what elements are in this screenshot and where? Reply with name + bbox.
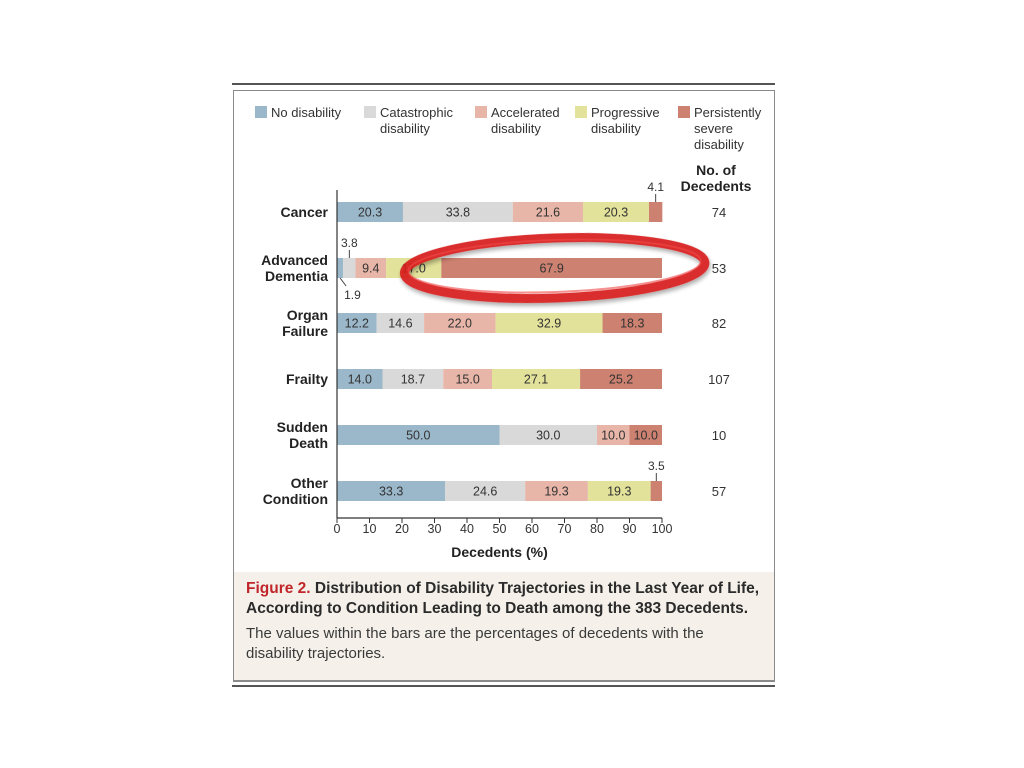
legend-label: Progressive xyxy=(591,105,660,120)
callout-value-label: 1.9 xyxy=(344,288,361,302)
bar-segment xyxy=(343,258,355,278)
legend-label: disability xyxy=(591,121,641,136)
legend-label: severe xyxy=(694,121,734,136)
category-label: Other xyxy=(290,475,328,491)
bar-value-label: 15.0 xyxy=(455,372,480,387)
bar-value-label: 27.1 xyxy=(523,372,549,387)
legend-label: disability xyxy=(694,137,744,152)
category-label: Death xyxy=(289,435,328,451)
bar-segment xyxy=(337,258,343,278)
bar-value-label: 10.0 xyxy=(633,428,658,443)
decedents-header xyxy=(681,162,752,194)
legend-swatch xyxy=(364,106,376,118)
legend-label: Persistently xyxy=(694,105,762,120)
bottom-rule xyxy=(232,685,775,687)
bar-value-label: 14.6 xyxy=(388,316,413,331)
caption-title xyxy=(246,579,762,619)
x-tick-label: 90 xyxy=(622,522,637,536)
bar-value-label: 33.3 xyxy=(378,484,404,499)
decedent-count: 53 xyxy=(711,261,727,276)
bar-value-label: 19.3 xyxy=(544,484,569,499)
x-axis-label: Decedents (%) xyxy=(451,544,548,560)
callout-value-label: 3.8 xyxy=(341,236,358,250)
figure-caption xyxy=(233,572,775,681)
category-label: Dementia xyxy=(264,268,328,284)
caption-body: The values within the bars are the percentages of decedents with the disability trajectories. xyxy=(246,625,704,662)
decedent-counts xyxy=(708,205,730,499)
x-tick-label: 0 xyxy=(333,522,341,536)
bar-value-label: 25.2 xyxy=(608,372,634,387)
x-tick-label: 100 xyxy=(651,522,673,536)
x-tick-label: 40 xyxy=(460,522,474,536)
legend-label: disability xyxy=(491,121,541,136)
category-label: Sudden xyxy=(276,419,328,435)
legend xyxy=(255,105,762,152)
bar-value-label: 18.3 xyxy=(620,316,645,331)
bar-value-label: 18.7 xyxy=(400,372,426,387)
x-tick-label: 20 xyxy=(395,522,409,536)
bar-value-label: 17.0 xyxy=(401,261,426,276)
bar-value-label: 67.9 xyxy=(539,261,564,276)
x-tick-label: 30 xyxy=(427,522,442,536)
legend-label: Accelerated xyxy=(491,105,560,120)
decedent-count: 74 xyxy=(711,205,727,220)
callout-value-label: 4.1 xyxy=(647,180,665,194)
legend-swatch xyxy=(475,106,487,118)
category-label: Failure xyxy=(282,323,328,339)
legend-label: disability xyxy=(380,121,430,136)
bar-value-label: 19.3 xyxy=(607,484,632,499)
decedent-count: 57 xyxy=(711,484,727,499)
decedent-count: 82 xyxy=(711,316,727,331)
legend-swatch xyxy=(255,106,267,118)
legend-swatch xyxy=(678,106,690,118)
category-label: Advanced xyxy=(261,252,328,268)
legend-label: No disability xyxy=(271,105,342,120)
x-tick-label: 80 xyxy=(590,522,604,536)
decedent-count: 10 xyxy=(711,428,727,443)
bar-value-label: 9.4 xyxy=(362,261,380,276)
bar-value-label: 22.0 xyxy=(447,316,473,331)
x-tick-label: 50 xyxy=(492,522,507,536)
decedents-header-text: No. of xyxy=(696,162,736,178)
category-label: Frailty xyxy=(285,371,328,387)
x-tick-label: 10 xyxy=(362,522,377,536)
figure-label: Figure 2. xyxy=(246,580,311,597)
category-label: Condition xyxy=(262,491,328,507)
bar-value-label: 24.6 xyxy=(473,484,498,499)
bar-value-label: 21.6 xyxy=(535,205,561,220)
x-tick-label: 60 xyxy=(525,522,539,536)
callout-leader xyxy=(340,278,346,286)
bar-value-label: 14.0 xyxy=(347,372,372,387)
bar-value-label: 33.8 xyxy=(445,205,471,220)
decedent-count: 107 xyxy=(708,372,730,387)
legend-swatch xyxy=(575,106,587,118)
bar-value-label: 20.3 xyxy=(603,205,629,220)
caption-title-text: Distribution of Disability Trajectories in the Last Year of Life, According to Condition Leading to Death among the 383 Decedents. xyxy=(246,580,760,617)
bar-value-label: 50.0 xyxy=(406,428,431,443)
bar-value-label: 32.9 xyxy=(536,316,562,331)
category-labels xyxy=(261,204,328,507)
legend-label: Catastrophic xyxy=(380,105,453,120)
decedents-header-text: Decedents xyxy=(680,178,752,194)
bar-segment xyxy=(651,481,662,501)
bar-value-label: 20.3 xyxy=(357,205,383,220)
callout-value-label: 3.5 xyxy=(647,459,665,473)
x-tick-label: 70 xyxy=(557,522,572,536)
bar-value-label: 10.0 xyxy=(601,428,626,443)
bar-segment xyxy=(649,202,662,222)
bars xyxy=(337,202,662,501)
category-label: Organ xyxy=(286,307,328,323)
bar-value-label: 12.2 xyxy=(344,316,369,331)
bar-value-label: 30.0 xyxy=(536,428,561,443)
category-label: Cancer xyxy=(280,204,328,220)
